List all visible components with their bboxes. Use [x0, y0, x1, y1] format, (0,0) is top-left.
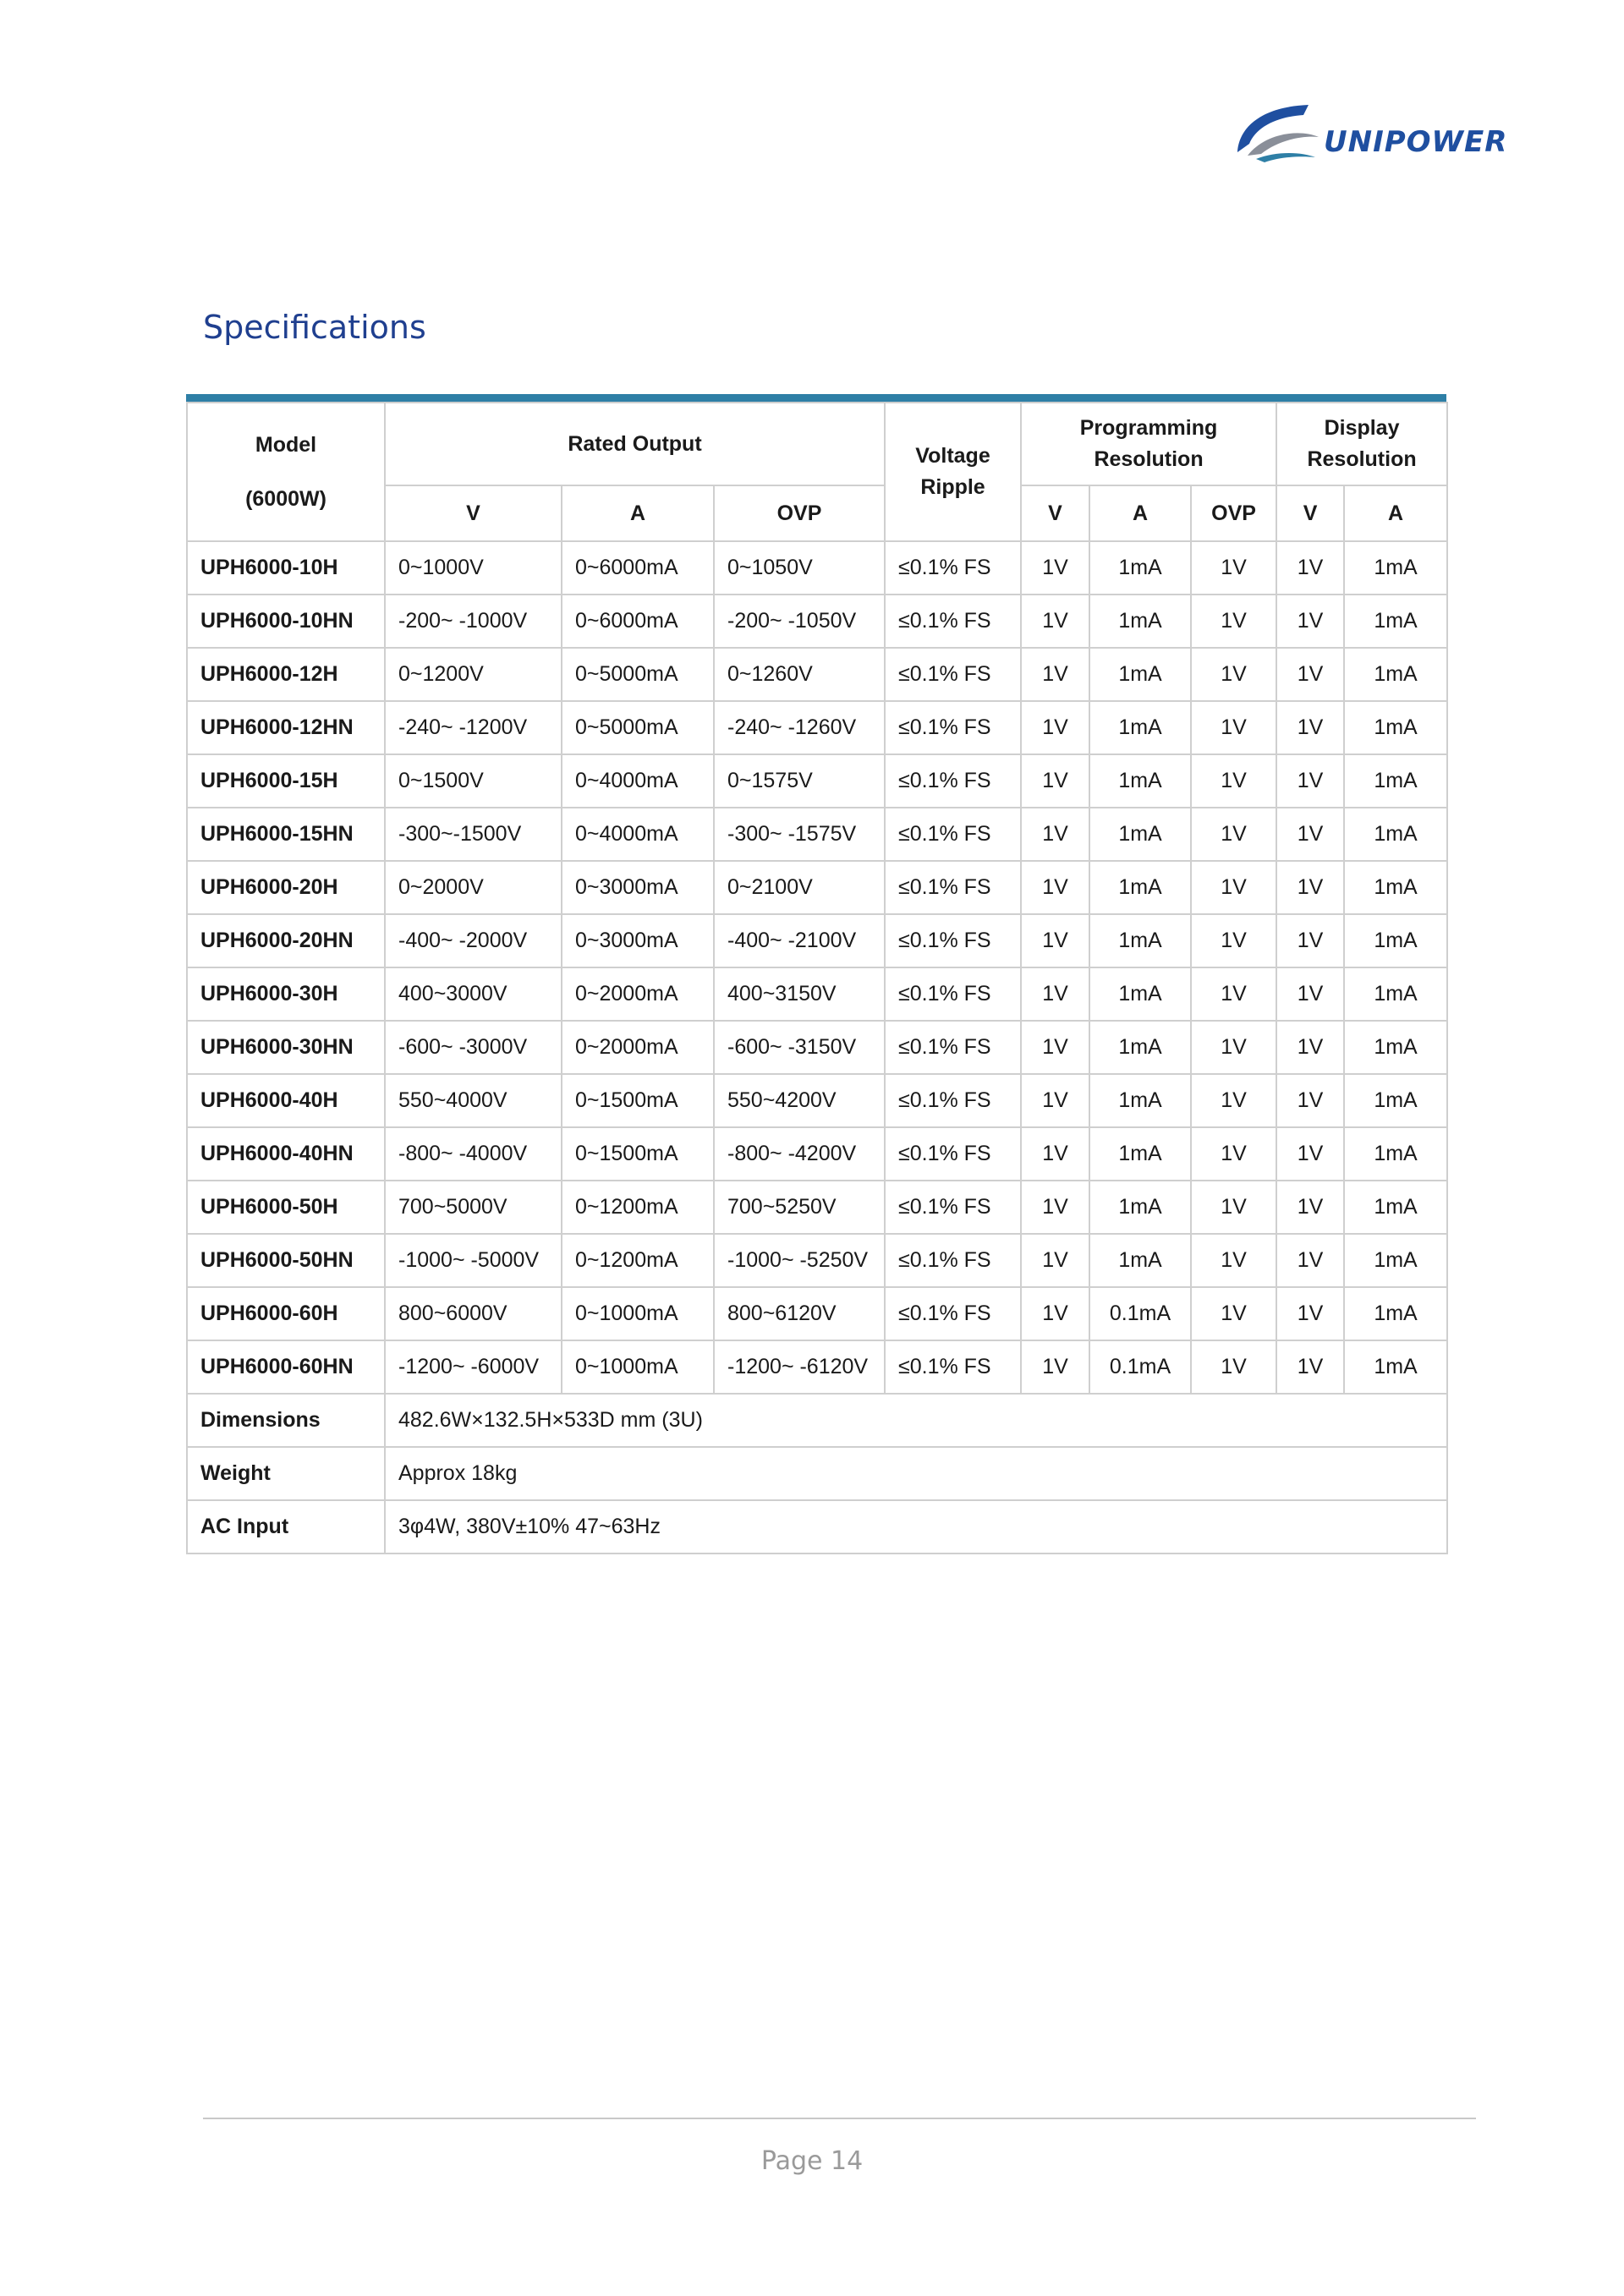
cell-rated-v: 550~4000V — [385, 1074, 562, 1127]
cell-prog-v: 1V — [1021, 1074, 1089, 1127]
table-row — [187, 541, 1447, 595]
cell-prog-a: 1mA — [1089, 1234, 1191, 1287]
cell-rated-ovp: -600~ -3150V — [714, 1021, 885, 1074]
cell-disp-a: 1mA — [1344, 701, 1447, 754]
table-row — [187, 1127, 1447, 1181]
table-row — [187, 861, 1447, 914]
cell-model: UPH6000-60HN — [187, 1340, 385, 1394]
header-rated-a: A — [562, 485, 714, 541]
cell-prog-v: 1V — [1021, 701, 1089, 754]
table-row — [187, 1287, 1447, 1340]
cell-disp-v: 1V — [1276, 701, 1344, 754]
cell-rated-v: 0~1000V — [385, 541, 562, 595]
cell-voltage-ripple: ≤0.1% FS — [885, 1234, 1021, 1287]
cell-rated-v: 700~5000V — [385, 1181, 562, 1234]
header-programming-resolution: Programming Resolution — [1021, 403, 1276, 485]
cell-rated-a: 0~1500mA — [562, 1074, 714, 1127]
cell-prog-v: 1V — [1021, 914, 1089, 967]
cell-prog-ovp: 1V — [1191, 967, 1276, 1021]
cell-prog-a: 0.1mA — [1089, 1340, 1191, 1394]
cell-prog-a: 1mA — [1089, 1074, 1191, 1127]
cell-voltage-ripple: ≤0.1% FS — [885, 1340, 1021, 1394]
cell-disp-v: 1V — [1276, 967, 1344, 1021]
cell-model: UPH6000-20H — [187, 861, 385, 914]
cell-rated-ovp: -200~ -1050V — [714, 595, 885, 648]
cell-prog-ovp: 1V — [1191, 648, 1276, 701]
unipower-swoosh-icon — [1231, 100, 1324, 167]
cell-voltage-ripple: ≤0.1% FS — [885, 808, 1021, 861]
cell-weight-value: Approx 18kg — [385, 1447, 1447, 1500]
cell-prog-a: 1mA — [1089, 1127, 1191, 1181]
cell-voltage-ripple: ≤0.1% FS — [885, 861, 1021, 914]
cell-voltage-ripple: ≤0.1% FS — [885, 754, 1021, 808]
cell-rated-v: -1000~ -5000V — [385, 1234, 562, 1287]
cell-prog-v: 1V — [1021, 754, 1089, 808]
cell-disp-a: 1mA — [1344, 1287, 1447, 1340]
cell-prog-v: 1V — [1021, 648, 1089, 701]
cell-rated-ovp: 0~1260V — [714, 648, 885, 701]
cell-rated-ovp: 0~2100V — [714, 861, 885, 914]
cell-rated-ovp: -1200~ -6120V — [714, 1340, 885, 1394]
cell-rated-ovp: 800~6120V — [714, 1287, 885, 1340]
cell-rated-v: -800~ -4000V — [385, 1127, 562, 1181]
cell-rated-a: 0~6000mA — [562, 595, 714, 648]
cell-disp-a: 1mA — [1344, 967, 1447, 1021]
cell-disp-v: 1V — [1276, 541, 1344, 595]
cell-disp-v: 1V — [1276, 1181, 1344, 1234]
header-rated-ovp: OVP — [714, 485, 885, 541]
cell-prog-ovp: 1V — [1191, 1127, 1276, 1181]
cell-disp-a: 1mA — [1344, 595, 1447, 648]
cell-prog-ovp: 1V — [1191, 1234, 1276, 1287]
cell-rated-v: -1200~ -6000V — [385, 1340, 562, 1394]
cell-rated-a: 0~3000mA — [562, 914, 714, 967]
table-row — [187, 967, 1447, 1021]
cell-prog-a: 1mA — [1089, 701, 1191, 754]
table-row — [187, 1021, 1447, 1074]
cell-prog-ovp: 1V — [1191, 914, 1276, 967]
cell-disp-a: 1mA — [1344, 754, 1447, 808]
cell-disp-a: 1mA — [1344, 1127, 1447, 1181]
cell-rated-a: 0~1000mA — [562, 1287, 714, 1340]
header-model-sub: (6000W) — [245, 487, 326, 511]
header-prog-v: V — [1021, 485, 1089, 541]
cell-rated-a: 0~5000mA — [562, 701, 714, 754]
spec-table-body — [187, 541, 1447, 1553]
table-row-weight — [187, 1447, 1447, 1500]
cell-voltage-ripple: ≤0.1% FS — [885, 1287, 1021, 1340]
cell-disp-v: 1V — [1276, 754, 1344, 808]
cell-prog-ovp: 1V — [1191, 595, 1276, 648]
cell-disp-v: 1V — [1276, 808, 1344, 861]
header-display-resolution: Display Resolution — [1276, 403, 1447, 485]
cell-prog-a: 1mA — [1089, 648, 1191, 701]
cell-rated-v: -240~ -1200V — [385, 701, 562, 754]
cell-disp-v: 1V — [1276, 914, 1344, 967]
header-row-1 — [187, 403, 1447, 485]
cell-prog-a: 1mA — [1089, 541, 1191, 595]
cell-disp-v: 1V — [1276, 1340, 1344, 1394]
table-row — [187, 701, 1447, 754]
cell-rated-v: 400~3000V — [385, 967, 562, 1021]
cell-model: UPH6000-30HN — [187, 1021, 385, 1074]
cell-rated-a: 0~3000mA — [562, 861, 714, 914]
header-voltage-ripple: Voltage Ripple — [885, 403, 1021, 541]
cell-disp-v: 1V — [1276, 1127, 1344, 1181]
table-row — [187, 648, 1447, 701]
header-prog-a: A — [1089, 485, 1191, 541]
cell-model: UPH6000-20HN — [187, 914, 385, 967]
cell-disp-a: 1mA — [1344, 914, 1447, 967]
cell-prog-a: 1mA — [1089, 808, 1191, 861]
cell-ac-input-label: AC Input — [187, 1500, 385, 1553]
cell-disp-a: 1mA — [1344, 1340, 1447, 1394]
cell-model: UPH6000-10H — [187, 541, 385, 595]
cell-rated-a: 0~1500mA — [562, 1127, 714, 1181]
cell-prog-ovp: 1V — [1191, 1287, 1276, 1340]
cell-disp-v: 1V — [1276, 595, 1344, 648]
cell-prog-v: 1V — [1021, 808, 1089, 861]
cell-model: UPH6000-60H — [187, 1287, 385, 1340]
cell-rated-ovp: 0~1050V — [714, 541, 885, 595]
cell-voltage-ripple: ≤0.1% FS — [885, 648, 1021, 701]
cell-prog-ovp: 1V — [1191, 701, 1276, 754]
cell-prog-v: 1V — [1021, 1021, 1089, 1074]
table-row — [187, 1074, 1447, 1127]
cell-prog-a: 1mA — [1089, 595, 1191, 648]
cell-prog-v: 1V — [1021, 1287, 1089, 1340]
footer-divider — [203, 2118, 1476, 2119]
cell-model: UPH6000-10HN — [187, 595, 385, 648]
table-row — [187, 914, 1447, 967]
spec-table-container — [186, 394, 1446, 1554]
cell-rated-v: 0~1200V — [385, 648, 562, 701]
cell-rated-ovp: 400~3150V — [714, 967, 885, 1021]
cell-prog-a: 1mA — [1089, 914, 1191, 967]
cell-model: UPH6000-30H — [187, 967, 385, 1021]
cell-prog-a: 1mA — [1089, 861, 1191, 914]
table-row — [187, 754, 1447, 808]
unipower-logo — [1231, 100, 1508, 167]
cell-prog-v: 1V — [1021, 1127, 1089, 1181]
cell-voltage-ripple: ≤0.1% FS — [885, 1021, 1021, 1074]
cell-prog-ovp: 1V — [1191, 1021, 1276, 1074]
cell-disp-a: 1mA — [1344, 861, 1447, 914]
cell-model: UPH6000-40H — [187, 1074, 385, 1127]
cell-prog-v: 1V — [1021, 967, 1089, 1021]
cell-prog-ovp: 1V — [1191, 541, 1276, 595]
cell-disp-a: 1mA — [1344, 1074, 1447, 1127]
cell-prog-ovp: 1V — [1191, 1181, 1276, 1234]
cell-disp-a: 1mA — [1344, 808, 1447, 861]
cell-rated-a: 0~1000mA — [562, 1340, 714, 1394]
cell-voltage-ripple: ≤0.1% FS — [885, 967, 1021, 1021]
table-row — [187, 1234, 1447, 1287]
cell-rated-a: 0~6000mA — [562, 541, 714, 595]
cell-rated-ovp: -240~ -1260V — [714, 701, 885, 754]
cell-prog-v: 1V — [1021, 1181, 1089, 1234]
cell-prog-v: 1V — [1021, 861, 1089, 914]
cell-rated-a: 0~4000mA — [562, 754, 714, 808]
header-rated-v: V — [385, 485, 562, 541]
cell-disp-v: 1V — [1276, 648, 1344, 701]
cell-weight-label: Weight — [187, 1447, 385, 1500]
cell-prog-v: 1V — [1021, 1340, 1089, 1394]
cell-disp-v: 1V — [1276, 1287, 1344, 1340]
cell-rated-a: 0~2000mA — [562, 967, 714, 1021]
header-model-label: Model — [255, 433, 317, 457]
cell-disp-a: 1mA — [1344, 541, 1447, 595]
cell-ac-input-value: 3φ4W, 380V±10% 47~63Hz — [385, 1500, 1447, 1553]
cell-voltage-ripple: ≤0.1% FS — [885, 701, 1021, 754]
table-row — [187, 595, 1447, 648]
cell-rated-a: 0~5000mA — [562, 648, 714, 701]
cell-model: UPH6000-15HN — [187, 808, 385, 861]
cell-rated-v: 800~6000V — [385, 1287, 562, 1340]
cell-rated-v: -200~ -1000V — [385, 595, 562, 648]
header-disp-a: A — [1344, 485, 1447, 541]
cell-disp-v: 1V — [1276, 1021, 1344, 1074]
cell-voltage-ripple: ≤0.1% FS — [885, 1181, 1021, 1234]
cell-rated-ovp: -400~ -2100V — [714, 914, 885, 967]
cell-disp-a: 1mA — [1344, 1021, 1447, 1074]
cell-voltage-ripple: ≤0.1% FS — [885, 1074, 1021, 1127]
cell-model: UPH6000-50HN — [187, 1234, 385, 1287]
cell-dimensions-label: Dimensions — [187, 1394, 385, 1447]
cell-rated-ovp: -1000~ -5250V — [714, 1234, 885, 1287]
cell-model: UPH6000-50H — [187, 1181, 385, 1234]
cell-disp-a: 1mA — [1344, 1181, 1447, 1234]
cell-prog-v: 1V — [1021, 1234, 1089, 1287]
cell-prog-a: 1mA — [1089, 754, 1191, 808]
cell-model: UPH6000-12HN — [187, 701, 385, 754]
page-title: Specifications — [203, 309, 426, 346]
cell-prog-ovp: 1V — [1191, 1074, 1276, 1127]
cell-prog-v: 1V — [1021, 595, 1089, 648]
cell-disp-v: 1V — [1276, 1234, 1344, 1287]
cell-prog-ovp: 1V — [1191, 808, 1276, 861]
cell-rated-ovp: -800~ -4200V — [714, 1127, 885, 1181]
cell-voltage-ripple: ≤0.1% FS — [885, 1127, 1021, 1181]
cell-rated-ovp: 550~4200V — [714, 1074, 885, 1127]
cell-rated-a: 0~4000mA — [562, 808, 714, 861]
cell-model: UPH6000-40HN — [187, 1127, 385, 1181]
cell-rated-v: -600~ -3000V — [385, 1021, 562, 1074]
logo-text: UNIPOWER — [1324, 125, 1508, 159]
table-row — [187, 808, 1447, 861]
cell-prog-a: 0.1mA — [1089, 1287, 1191, 1340]
header-rated-output: Rated Output — [385, 403, 885, 485]
header-disp-v: V — [1276, 485, 1344, 541]
cell-model: UPH6000-15H — [187, 754, 385, 808]
spec-table — [186, 402, 1448, 1554]
cell-voltage-ripple: ≤0.1% FS — [885, 914, 1021, 967]
cell-rated-a: 0~2000mA — [562, 1021, 714, 1074]
table-row — [187, 1181, 1447, 1234]
cell-voltage-ripple: ≤0.1% FS — [885, 541, 1021, 595]
cell-rated-ovp: 0~1575V — [714, 754, 885, 808]
cell-prog-ovp: 1V — [1191, 861, 1276, 914]
header-model — [187, 403, 385, 541]
header-prog-ovp: OVP — [1191, 485, 1276, 541]
cell-rated-v: -400~ -2000V — [385, 914, 562, 967]
cell-rated-a: 0~1200mA — [562, 1234, 714, 1287]
page-number: Page 14 — [760, 2146, 864, 2176]
cell-prog-a: 1mA — [1089, 1181, 1191, 1234]
cell-prog-ovp: 1V — [1191, 754, 1276, 808]
cell-model: UPH6000-12H — [187, 648, 385, 701]
cell-rated-ovp: 700~5250V — [714, 1181, 885, 1234]
cell-rated-a: 0~1200mA — [562, 1181, 714, 1234]
cell-rated-v: 0~2000V — [385, 861, 562, 914]
cell-disp-a: 1mA — [1344, 1234, 1447, 1287]
cell-disp-v: 1V — [1276, 1074, 1344, 1127]
cell-rated-ovp: -300~ -1575V — [714, 808, 885, 861]
table-row — [187, 1340, 1447, 1394]
table-top-bar — [186, 394, 1446, 402]
table-row-dimensions — [187, 1394, 1447, 1447]
table-row-ac-input — [187, 1500, 1447, 1553]
cell-prog-v: 1V — [1021, 541, 1089, 595]
cell-rated-v: 0~1500V — [385, 754, 562, 808]
cell-rated-v: -300~-1500V — [385, 808, 562, 861]
cell-prog-a: 1mA — [1089, 967, 1191, 1021]
cell-voltage-ripple: ≤0.1% FS — [885, 595, 1021, 648]
cell-disp-a: 1mA — [1344, 648, 1447, 701]
cell-dimensions-value: 482.6W×132.5H×533D mm (3U) — [385, 1394, 1447, 1447]
cell-prog-a: 1mA — [1089, 1021, 1191, 1074]
cell-disp-v: 1V — [1276, 861, 1344, 914]
cell-prog-ovp: 1V — [1191, 1340, 1276, 1394]
